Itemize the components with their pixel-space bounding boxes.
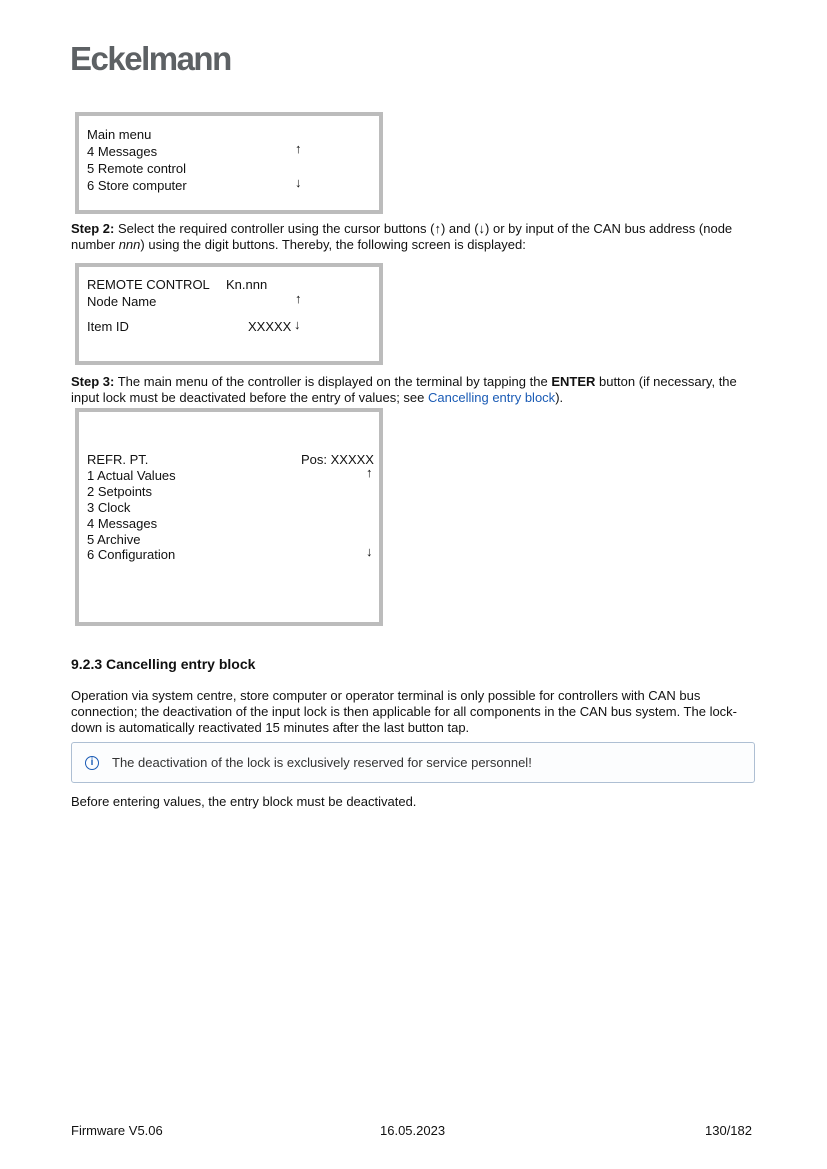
text: nnn [118, 237, 141, 252]
text: The main menu of the controller is displayed on the terminal by tapping the [114, 374, 552, 389]
menu-item: 1 Actual Values [87, 468, 176, 483]
text: ). [555, 390, 564, 405]
footer-date: 16.05.2023 [380, 1123, 446, 1138]
terminal-screen-controller-menu [75, 408, 383, 626]
menu-item: 5 Archive [87, 532, 141, 547]
node-name: Node Name [87, 294, 157, 309]
screen-line: 6 Store computer [87, 178, 187, 193]
note-text: The deactivation of the lock is exclusively reserved for service personnel! [112, 755, 532, 770]
step-3-text [71, 374, 761, 406]
screen-line: 5 Remote control [87, 161, 186, 176]
eckelmann-logo: Eckelmann [70, 40, 231, 77]
terminal-screen-remote-control [75, 263, 383, 365]
menu-item: 4 Messages [87, 516, 158, 531]
menu-item: 6 Configuration [87, 547, 176, 562]
screen-title: REFR. PT. [87, 452, 149, 467]
section-heading: 9.2.3 Cancelling entry block [71, 656, 256, 672]
text: ) using the digit buttons. Thereby, the following screen is displayed: [140, 237, 526, 252]
arrow-down-icon: ↓ [295, 175, 302, 190]
arrow-up-icon: ↑ [295, 291, 302, 306]
menu-item: 3 Clock [87, 500, 131, 515]
info-note [71, 742, 755, 783]
arrow-up-icon: ↑ [366, 465, 373, 480]
arrow-down-icon: ↓ [366, 544, 373, 559]
screen-line: 4 Messages [87, 144, 158, 159]
text: button (if necessary, the input lock must be deactivated before the entry of values; see [71, 374, 737, 405]
screen-title: REMOTE CONTROL [87, 277, 210, 292]
text: Select the required controller using the cursor buttons (↑) and (↓) or by input of the CAN bus address (node number [71, 221, 733, 252]
section-paragraph: Operation via system centre, store computer or operator terminal is only possible for controllers with CAN bus connection; the deactivation of the input lock is then applicable for all components in the CAN bus system. The lock-down is automatically reactivated 15 minutes after the last button tap. [71, 688, 738, 735]
footer-page-number: 130/182 [705, 1123, 752, 1138]
text: ENTER [551, 374, 596, 389]
step-2-text [71, 221, 761, 253]
menu-item: 2 Setpoints [87, 484, 153, 499]
item-id-label: Item ID [87, 319, 129, 334]
arrow-up-icon: ↑ [295, 141, 302, 156]
step-label: Step 2: [71, 221, 115, 236]
position: Pos: XXXXX [301, 452, 374, 467]
terminal-screen-main-menu [75, 112, 383, 214]
arrow-down-icon: ↓ [294, 317, 301, 332]
screen-line: Main menu [87, 127, 152, 142]
step-label: Step 3: [71, 374, 115, 389]
item-id-value: XXXXX [248, 319, 292, 334]
info-icon: i [85, 756, 99, 770]
footer-firmware: Firmware V5.06 [71, 1123, 163, 1138]
after-note-text: Before entering values, the entry block must be deactivated. [71, 794, 417, 809]
node-number: Kn.nnn [226, 277, 268, 292]
cancelling-entry-block-link[interactable]: Cancelling entry block [428, 390, 556, 405]
